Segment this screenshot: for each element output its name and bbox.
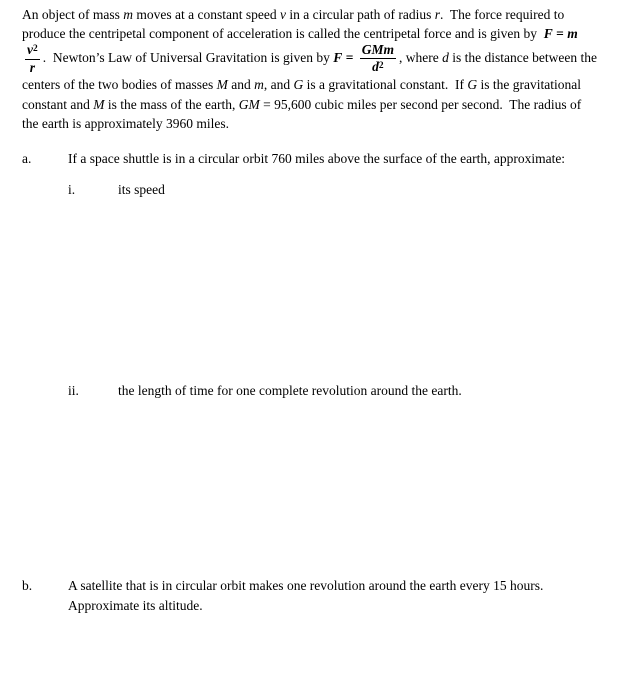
question-a-label: a. xyxy=(22,150,32,166)
question-a-ii-label: ii. xyxy=(68,383,79,399)
question-b-label: b. xyxy=(22,578,33,594)
question-a-ii xyxy=(68,381,598,400)
question-a-i-text: its speed xyxy=(118,182,165,198)
question-b-text: A satellite that is in circular orbit makes one revolution around the earth every 15 hours. Approximate its altitude. xyxy=(68,578,550,613)
question-a-text: If a space shuttle is in a circular orbit 760 miles above the surface of the earth, approximate: xyxy=(68,150,566,166)
question-a-i xyxy=(68,180,598,199)
question-a-ii-text: the length of time for one complete revolution around the earth. xyxy=(118,383,462,399)
question-b xyxy=(22,576,598,614)
question-a-i-label: i. xyxy=(68,182,76,198)
question-a xyxy=(22,149,598,168)
intro-paragraph: An object of mass m moves at a constant speed v in a circular path of radius r. The force required to produce the centripetal component of acceleration is called the centripetal force and is given by F = m $\frac{v^2}{r}$ . Newton’s Law of Universal Gravitation is given by F = $\frac{\text{GMm}}{d^2}$ , where d is the distance between the centers of the two bodies of masses M and m, and G is a gravitational constant. If G is the gravitational constant and M is the mass of the earth, GM = 95,600 cubic miles per second per second. The radius of the earth is approximately 3960 miles. xyxy=(22,7,601,131)
